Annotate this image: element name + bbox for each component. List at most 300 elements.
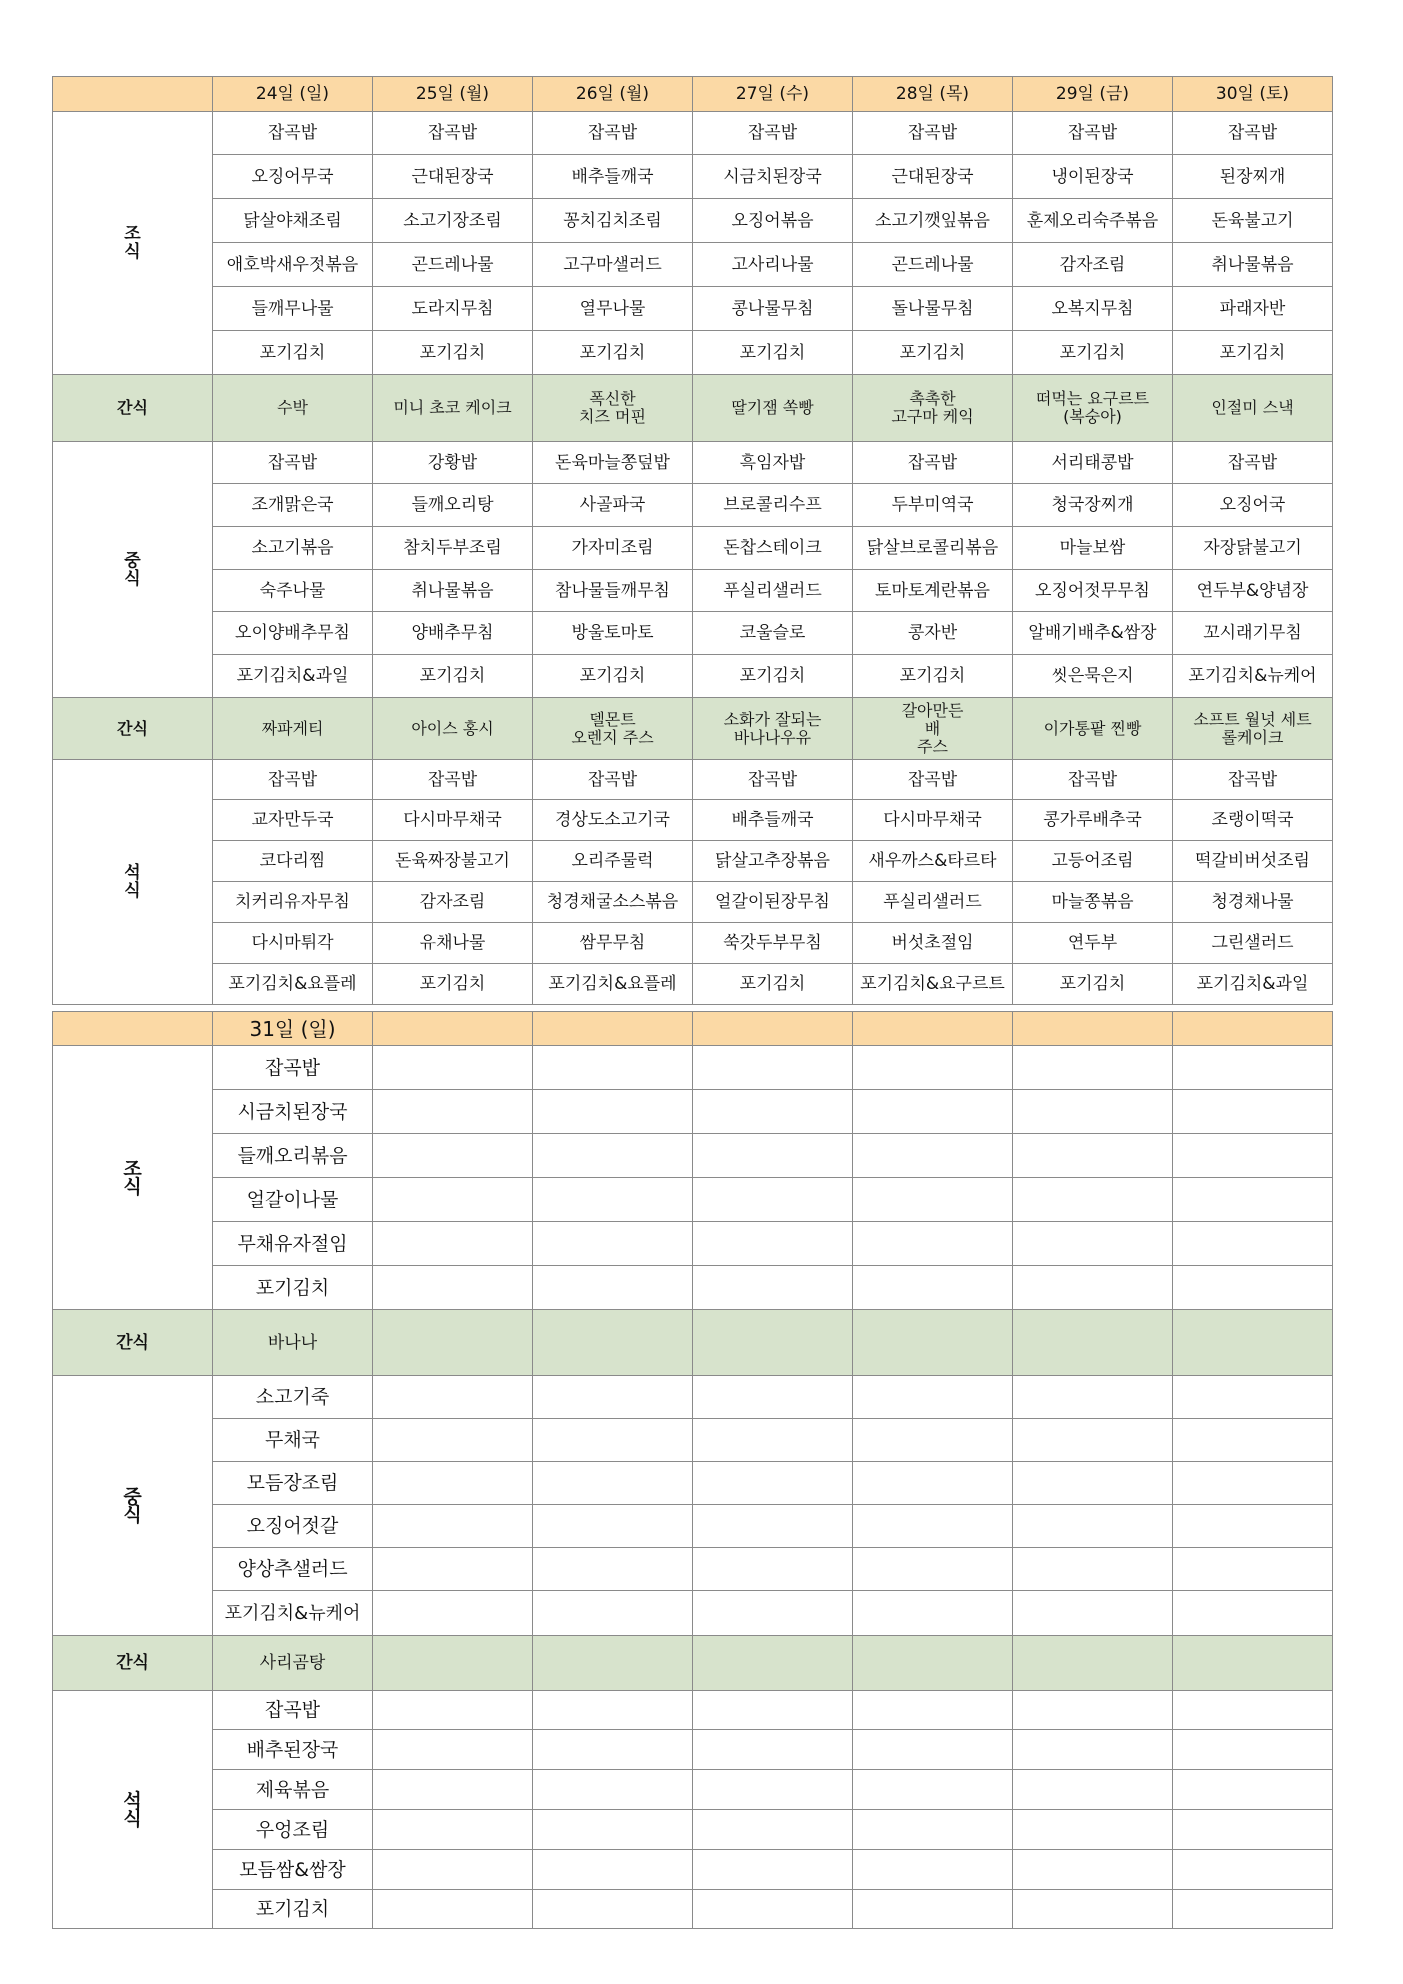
empty-header: [533, 1012, 693, 1046]
menu-cell: 코다리찜: [213, 841, 373, 882]
menu-cell: 돈찹스테이크: [693, 527, 853, 570]
empty-cell: [853, 1730, 1013, 1770]
menu-cell: 알배기배추&쌈장: [1013, 612, 1173, 655]
empty-cell: [693, 1810, 853, 1850]
menu-row: [53, 923, 1333, 964]
menu-cell: 포기김치: [1013, 964, 1173, 1005]
menu-cell: 청경채굴소스볶음: [533, 882, 693, 923]
menu-cell: 코울슬로: [693, 612, 853, 655]
menu-cell: 마늘보쌈: [1013, 527, 1173, 570]
empty-header: [373, 1012, 533, 1046]
menu-row: [53, 1222, 1333, 1266]
empty-cell: [1173, 1890, 1333, 1929]
menu-cell: 교자만두국: [213, 800, 373, 841]
snack-row: [53, 1310, 1333, 1376]
empty-cell: [1173, 1178, 1333, 1222]
snack-cell: 아이스 홍시: [373, 698, 533, 760]
dinner-label: 석 식: [53, 1691, 213, 1929]
empty-cell: [373, 1691, 533, 1730]
menu-cell: 잡곡밥: [1173, 442, 1333, 484]
empty-cell: [853, 1591, 1013, 1636]
empty-cell: [533, 1890, 693, 1929]
menu-cell: 돈육마늘쫑덮밥: [533, 442, 693, 484]
menu-cell: 청경채나물: [1173, 882, 1333, 923]
empty-cell: [1173, 1090, 1333, 1134]
menu-cell: 포기김치: [693, 655, 853, 698]
menu-cell: 훈제오리숙주볶음: [1013, 199, 1173, 243]
snack1-label: 간식: [53, 1310, 213, 1376]
empty-cell: [533, 1376, 693, 1419]
menu-cell: 냉이된장국: [1013, 155, 1173, 199]
menu-cell: 닭살고추장볶음: [693, 841, 853, 882]
empty-cell: [373, 1770, 533, 1810]
empty-cell: [1173, 1770, 1333, 1810]
empty-cell: [693, 1419, 853, 1462]
menu-cell: 잡곡밥: [853, 442, 1013, 484]
menu-cell: 연두부&양념장: [1173, 570, 1333, 612]
empty-cell: [853, 1810, 1013, 1850]
empty-cell: [533, 1178, 693, 1222]
empty-cell: [373, 1505, 533, 1548]
empty-cell: [1013, 1770, 1173, 1810]
menu-cell: 고구마샐러드: [533, 243, 693, 287]
menu-cell: 오징어볶음: [693, 199, 853, 243]
menu-cell: 새우까스&타르타: [853, 841, 1013, 882]
empty-cell: [373, 1636, 533, 1691]
menu-cell: 돈육짜장불고기: [373, 841, 533, 882]
empty-cell: [1013, 1376, 1173, 1419]
menu-cell: 서리태콩밥: [1013, 442, 1173, 484]
day31-menu-table: [52, 1011, 1333, 1929]
menu-cell: 시금치된장국: [693, 155, 853, 199]
empty-cell: [853, 1770, 1013, 1810]
menu-row: [53, 1376, 1333, 1419]
menu-cell: 포기김치: [533, 331, 693, 375]
menu-row: [53, 760, 1333, 800]
empty-cell: [533, 1266, 693, 1310]
menu-cell: 잡곡밥: [853, 112, 1013, 155]
empty-cell: [533, 1591, 693, 1636]
menu-cell: 가자미조림: [533, 527, 693, 570]
menu-cell: 오리주물럭: [533, 841, 693, 882]
menu-cell: 연두부: [1013, 923, 1173, 964]
menu-cell: 고등어조림: [1013, 841, 1173, 882]
empty-cell: [1173, 1266, 1333, 1310]
empty-header: [693, 1012, 853, 1046]
empty-cell: [373, 1090, 533, 1134]
menu-cell: 포기김치: [373, 331, 533, 375]
empty-cell: [373, 1850, 533, 1890]
snack-cell: 델몬트 오렌지 주스: [533, 698, 693, 760]
menu-cell: 애호박새우젓볶음: [213, 243, 373, 287]
menu-row: [53, 1178, 1333, 1222]
empty-cell: [693, 1310, 853, 1376]
menu-cell: 닭살야채조림: [213, 199, 373, 243]
menu-cell: 잡곡밥: [1013, 112, 1173, 155]
empty-cell: [1013, 1046, 1173, 1090]
snack-cell: 갈아만든 배 주스: [853, 698, 1013, 760]
snack-cell: 폭신한 치즈 머핀: [533, 375, 693, 442]
empty-cell: [693, 1730, 853, 1770]
menu-cell: 포기김치&뉴케어: [1173, 655, 1333, 698]
empty-cell: [533, 1419, 693, 1462]
empty-cell: [373, 1591, 533, 1636]
empty-cell: [1013, 1636, 1173, 1691]
menu-row: [53, 1090, 1333, 1134]
empty-cell: [533, 1462, 693, 1505]
empty-cell: [693, 1222, 853, 1266]
day-header: 27일 (수): [693, 77, 853, 112]
empty-cell: [853, 1090, 1013, 1134]
empty-cell: [1013, 1266, 1173, 1310]
day-header: 28일 (목): [853, 77, 1013, 112]
empty-cell: [533, 1046, 693, 1090]
menu-cell: 포기김치: [693, 964, 853, 1005]
menu-cell: 돈육불고기: [1173, 199, 1333, 243]
empty-cell: [1173, 1548, 1333, 1591]
menu-cell: 취나물볶음: [1173, 243, 1333, 287]
empty-cell: [533, 1310, 693, 1376]
menu-cell: 참치두부조림: [373, 527, 533, 570]
menu-cell: 경상도소고기국: [533, 800, 693, 841]
menu-cell: 포기김치&요구르트: [853, 964, 1013, 1005]
menu-cell: 잡곡밥: [853, 760, 1013, 800]
menu-cell: 잡곡밥: [213, 760, 373, 800]
empty-cell: [853, 1505, 1013, 1548]
menu-cell: 떡갈비버섯조림: [1173, 841, 1333, 882]
day-header: 26일 (월): [533, 77, 693, 112]
menu-cell: 버섯초절임: [853, 923, 1013, 964]
menu-cell: 소고기깻잎볶음: [853, 199, 1013, 243]
empty-cell: [1173, 1376, 1333, 1419]
empty-cell: [1013, 1810, 1173, 1850]
empty-cell: [693, 1090, 853, 1134]
menu-cell: 다시마튀각: [213, 923, 373, 964]
menu-cell: 소고기장조림: [373, 199, 533, 243]
empty-cell: [373, 1222, 533, 1266]
empty-cell: [1173, 1850, 1333, 1890]
menu-row: [53, 882, 1333, 923]
menu-cell: 오징어무국: [213, 155, 373, 199]
menu-cell: 포기김치&요플레: [533, 964, 693, 1005]
empty-cell: [1173, 1730, 1333, 1770]
menu-cell: 오징어국: [1173, 484, 1333, 527]
empty-header: [1173, 1012, 1333, 1046]
snack-cell: 사리곰탕: [213, 1636, 373, 1691]
empty-cell: [1013, 1591, 1173, 1636]
menu-row: [53, 1134, 1333, 1178]
menu-cell: 잡곡밥: [373, 112, 533, 155]
empty-cell: [373, 1046, 533, 1090]
menu-cell: 잡곡밥: [1173, 760, 1333, 800]
empty-cell: [853, 1419, 1013, 1462]
menu-row: [53, 1730, 1333, 1770]
menu-cell: 포기김치: [213, 1266, 373, 1310]
menu-cell: 근대된장국: [373, 155, 533, 199]
snack-cell: 딸기잼 쏙빵: [693, 375, 853, 442]
empty-cell: [533, 1222, 693, 1266]
menu-cell: 배추된장국: [213, 1730, 373, 1770]
menu-row: [53, 612, 1333, 655]
menu-cell: 잡곡밥: [213, 112, 373, 155]
empty-cell: [853, 1890, 1013, 1929]
day-header: 31일 (일): [213, 1012, 373, 1046]
empty-cell: [1173, 1310, 1333, 1376]
menu-row: [53, 570, 1333, 612]
empty-cell: [373, 1376, 533, 1419]
menu-cell: 조랭이떡국: [1173, 800, 1333, 841]
lunch-label: 중 식: [53, 442, 213, 698]
menu-cell: 사골파국: [533, 484, 693, 527]
snack2-label: 간식: [53, 1636, 213, 1691]
empty-cell: [1013, 1310, 1173, 1376]
menu-cell: 제육볶음: [213, 1770, 373, 1810]
empty-cell: [533, 1850, 693, 1890]
empty-cell: [373, 1890, 533, 1929]
menu-cell: 얼갈이나물: [213, 1178, 373, 1222]
menu-row: [53, 1770, 1333, 1810]
empty-cell: [1173, 1691, 1333, 1730]
empty-cell: [373, 1178, 533, 1222]
empty-cell: [1013, 1691, 1173, 1730]
empty-cell: [853, 1376, 1013, 1419]
snack2-label: 간식: [53, 698, 213, 760]
menu-cell: 강황밥: [373, 442, 533, 484]
menu-cell: 취나물볶음: [373, 570, 533, 612]
empty-cell: [1013, 1505, 1173, 1548]
menu-cell: 소고기죽: [213, 1376, 373, 1419]
menu-row: [53, 1266, 1333, 1310]
empty-cell: [373, 1134, 533, 1178]
menu-cell: 포기김치&과일: [1173, 964, 1333, 1005]
menu-cell: 콩나물무침: [693, 287, 853, 331]
menu-cell: 곤드레나물: [373, 243, 533, 287]
menu-cell: 포기김치: [373, 964, 533, 1005]
menu-cell: 잡곡밥: [1013, 760, 1173, 800]
empty-cell: [853, 1222, 1013, 1266]
menu-cell: 포기김치: [1013, 331, 1173, 375]
menu-cell: 씻은묵은지: [1013, 655, 1173, 698]
empty-cell: [1013, 1178, 1173, 1222]
menu-cell: 포기김치&요플레: [213, 964, 373, 1005]
empty-cell: [533, 1636, 693, 1691]
empty-cell: [1173, 1134, 1333, 1178]
empty-cell: [853, 1046, 1013, 1090]
empty-cell: [533, 1548, 693, 1591]
menu-cell: 오징어젓무무침: [1013, 570, 1173, 612]
menu-cell: 고사리나물: [693, 243, 853, 287]
snack-cell: 바나나: [213, 1310, 373, 1376]
menu-row: [53, 112, 1333, 155]
menu-row: [53, 841, 1333, 882]
snack-cell: 미니 초코 케이크: [373, 375, 533, 442]
menu-row: [53, 442, 1333, 484]
menu-cell: 다시마무채국: [853, 800, 1013, 841]
empty-cell: [693, 1046, 853, 1090]
menu-cell: 들깨무나물: [213, 287, 373, 331]
menu-row: [53, 1419, 1333, 1462]
menu-row: [53, 243, 1333, 287]
menu-cell: 잡곡밥: [373, 760, 533, 800]
empty-cell: [1173, 1636, 1333, 1691]
empty-cell: [1013, 1850, 1173, 1890]
menu-cell: 도라지무침: [373, 287, 533, 331]
empty-cell: [373, 1310, 533, 1376]
empty-cell: [853, 1266, 1013, 1310]
empty-cell: [693, 1691, 853, 1730]
menu-cell: 잡곡밥: [213, 1046, 373, 1090]
menu-row: [53, 1462, 1333, 1505]
snack-cell: 촉촉한 고구마 케익: [853, 375, 1013, 442]
menu-cell: 두부미역국: [853, 484, 1013, 527]
menu-cell: 된장찌개: [1173, 155, 1333, 199]
menu-cell: 우엉조림: [213, 1810, 373, 1850]
empty-cell: [853, 1691, 1013, 1730]
menu-cell: 꽁치김치조림: [533, 199, 693, 243]
empty-cell: [1173, 1046, 1333, 1090]
empty-cell: [693, 1462, 853, 1505]
menu-cell: 잡곡밥: [533, 760, 693, 800]
menu-cell: 쌈무무침: [533, 923, 693, 964]
empty-cell: [693, 1636, 853, 1691]
lunch-label: 중 식: [53, 1376, 213, 1636]
snack-cell: 수박: [213, 375, 373, 442]
menu-cell: 조개맑은국: [213, 484, 373, 527]
empty-cell: [693, 1770, 853, 1810]
menu-cell: 모듬장조림: [213, 1462, 373, 1505]
empty-cell: [1013, 1548, 1173, 1591]
menu-cell: 푸실리샐러드: [853, 882, 1013, 923]
menu-cell: 오징어젓갈: [213, 1505, 373, 1548]
menu-row: [53, 1548, 1333, 1591]
empty-cell: [693, 1850, 853, 1890]
day-header: 25일 (월): [373, 77, 533, 112]
empty-cell: [373, 1419, 533, 1462]
menu-cell: 곤드레나물: [853, 243, 1013, 287]
menu-row: [53, 1505, 1333, 1548]
empty-cell: [533, 1090, 693, 1134]
empty-cell: [853, 1310, 1013, 1376]
empty-cell: [1013, 1090, 1173, 1134]
empty-cell: [533, 1691, 693, 1730]
menu-cell: 배추들깨국: [693, 800, 853, 841]
menu-row: [53, 199, 1333, 243]
empty-cell: [533, 1134, 693, 1178]
menu-cell: 잡곡밥: [213, 442, 373, 484]
menu-cell: 청국장찌개: [1013, 484, 1173, 527]
empty-cell: [1173, 1810, 1333, 1850]
menu-row: [53, 655, 1333, 698]
empty-cell: [853, 1850, 1013, 1890]
empty-cell: [1173, 1591, 1333, 1636]
menu-cell: 콩가루배추국: [1013, 800, 1173, 841]
day-header: 24일 (일): [213, 77, 373, 112]
snack-cell: 인절미 스낵: [1173, 375, 1333, 442]
menu-cell: 쑥갓두부무침: [693, 923, 853, 964]
menu-cell: 포기김치: [373, 655, 533, 698]
breakfast-label: 조 식: [53, 1046, 213, 1310]
empty-cell: [693, 1266, 853, 1310]
menu-cell: 포기김치: [533, 655, 693, 698]
empty-cell: [1173, 1222, 1333, 1266]
menu-cell: 양배추무침: [373, 612, 533, 655]
header-corner: [53, 1012, 213, 1046]
empty-cell: [853, 1134, 1013, 1178]
menu-cell: 포기김치: [213, 331, 373, 375]
empty-cell: [693, 1548, 853, 1591]
menu-cell: 모듬쌈&쌈장: [213, 1850, 373, 1890]
menu-row: [53, 1810, 1333, 1850]
menu-cell: 그린샐러드: [1173, 923, 1333, 964]
empty-cell: [693, 1134, 853, 1178]
menu-cell: 열무나물: [533, 287, 693, 331]
empty-cell: [853, 1548, 1013, 1591]
header-corner: [53, 77, 213, 112]
empty-cell: [373, 1266, 533, 1310]
empty-cell: [373, 1548, 533, 1591]
menu-cell: 자장닭불고기: [1173, 527, 1333, 570]
menu-cell: 포기김치: [1173, 331, 1333, 375]
empty-cell: [1013, 1890, 1173, 1929]
day-header: 30일 (토): [1173, 77, 1333, 112]
empty-cell: [373, 1810, 533, 1850]
menu-cell: 콩자반: [853, 612, 1013, 655]
weekly-menu-table: [52, 76, 1333, 1005]
menu-cell: 오복지무침: [1013, 287, 1173, 331]
empty-cell: [1013, 1134, 1173, 1178]
snack-row: [53, 698, 1333, 760]
menu-row: [53, 155, 1333, 199]
menu-cell: 치커리유자무침: [213, 882, 373, 923]
menu-row: [53, 287, 1333, 331]
empty-cell: [533, 1810, 693, 1850]
menu-cell: 브로콜리수프: [693, 484, 853, 527]
empty-cell: [853, 1178, 1013, 1222]
snack-cell: 이가통팥 찐빵: [1013, 698, 1173, 760]
empty-cell: [1173, 1462, 1333, 1505]
empty-cell: [1013, 1419, 1173, 1462]
menu-cell: 감자조림: [1013, 243, 1173, 287]
menu-cell: 감자조림: [373, 882, 533, 923]
empty-cell: [693, 1591, 853, 1636]
empty-cell: [693, 1505, 853, 1548]
empty-cell: [693, 1376, 853, 1419]
breakfast-label: 조 식: [53, 112, 213, 375]
menu-cell: 들깨오리탕: [373, 484, 533, 527]
menu-cell: 소고기볶음: [213, 527, 373, 570]
empty-cell: [1013, 1462, 1173, 1505]
menu-cell: 포기김치: [213, 1890, 373, 1929]
menu-row: [53, 800, 1333, 841]
menu-row: [53, 1046, 1333, 1090]
menu-cell: 돌나물무침: [853, 287, 1013, 331]
menu-cell: 포기김치: [693, 331, 853, 375]
menu-cell: 파래자반: [1173, 287, 1333, 331]
menu-row: [53, 964, 1333, 1005]
snack-cell: 짜파게티: [213, 698, 373, 760]
day-header: 29일 (금): [1013, 77, 1173, 112]
empty-cell: [373, 1462, 533, 1505]
menu-cell: 방울토마토: [533, 612, 693, 655]
empty-cell: [1173, 1419, 1333, 1462]
snack-cell: 소화가 잘되는 바나나우유: [693, 698, 853, 760]
menu-cell: 유채나물: [373, 923, 533, 964]
empty-cell: [1013, 1730, 1173, 1770]
menu-cell: 들깨오리볶음: [213, 1134, 373, 1178]
menu-cell: 포기김치: [853, 655, 1013, 698]
menu-cell: 잡곡밥: [693, 760, 853, 800]
menu-cell: 흑임자밥: [693, 442, 853, 484]
